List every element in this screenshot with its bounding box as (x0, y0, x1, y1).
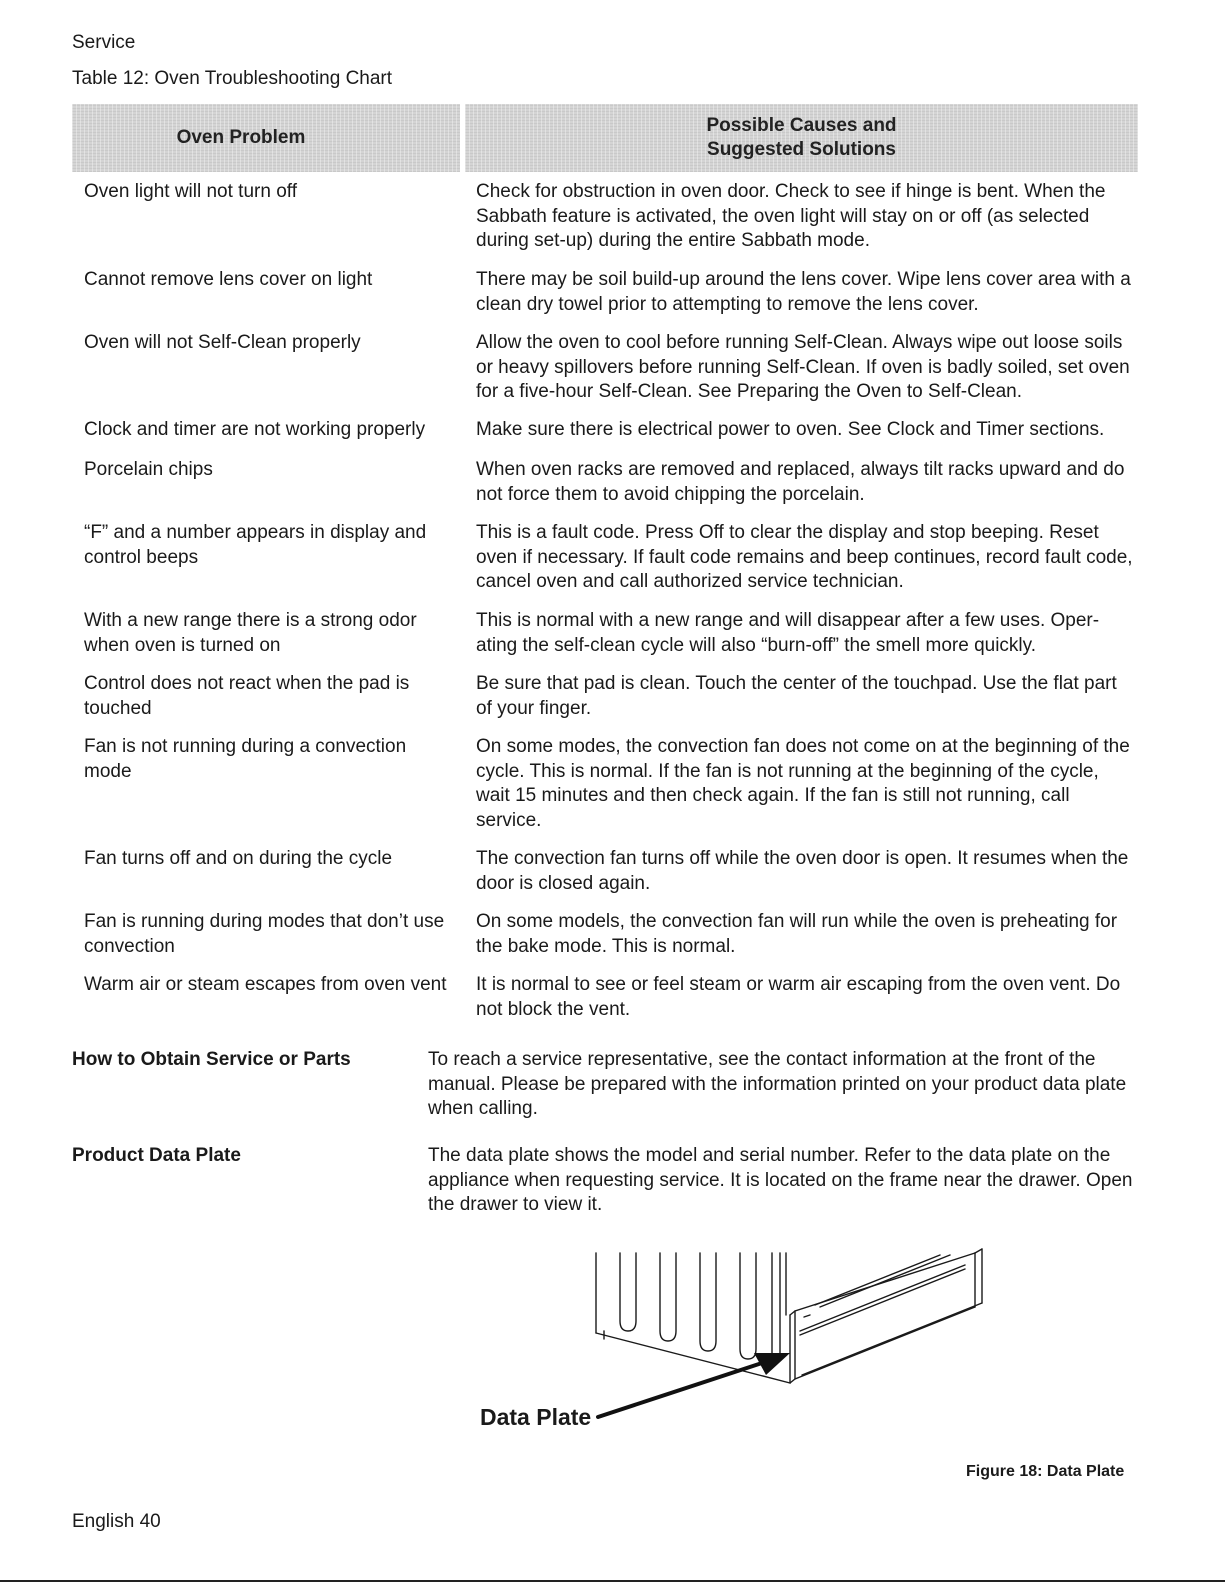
header-oven-problem-label: Oven Problem (176, 127, 306, 148)
problem-cell: Clock and timer are not working properly (84, 419, 426, 440)
service-parts-heading: How to Obtain Service or Parts (72, 1049, 351, 1070)
problem-cell: Oven will not Self-Clean properly (84, 332, 361, 353)
header-causes-solutions-label (706, 114, 896, 162)
section-heading: Service (72, 32, 136, 53)
header-oven-problem (72, 104, 460, 172)
problem-cell: Oven light will not turn off (84, 181, 297, 202)
problem-cell: With a new range there is a strong odor when oven is turned on (84, 610, 417, 656)
service-parts-text: To reach a service representative, see the contact information at the front of the manual. Please be prepared with the information printed on your product data plate when calling. (428, 1049, 1127, 1119)
solution-cell: This is a fault code. Press Off to clear the display and stop beeping. Reset oven if necessary. If fault code remains and beep continues, record fault code, cancel oven and call authorized service technician. (476, 522, 1133, 592)
solution-cell: Make sure there is electrical power to oven. See Clock and Timer sections. (476, 419, 1105, 440)
problem-cell: Porcelain chips (84, 459, 213, 480)
solution-cell: Allow the oven to cool before running Self-Clean. Always wipe out loose soils or heavy spillovers before running Self-Clean. If oven is badly soiled, set oven for a five-hour Self-Clean. See Preparing the Oven to Self-Clean. (476, 332, 1130, 402)
data-plate-callout: Data Plate (480, 1404, 592, 1430)
problem-cell: Fan is running during modes that don’t use convection (84, 911, 445, 957)
header-solution-line1: Possible Causes and (706, 115, 897, 136)
solution-cell: This is normal with a new range and will disappear after a few uses. Oper-ating the self-clean cycle will also “burn-off” the smell more quickly. (476, 610, 1100, 656)
bottom-rule (0, 1580, 1225, 1582)
problem-cell: Cannot remove lens cover on light (84, 269, 373, 290)
problem-cell: Warm air or steam escapes from oven vent (84, 974, 447, 995)
page-number: English 40 (72, 1511, 161, 1532)
problem-cell: Fan is not running during a convection mode (84, 736, 407, 782)
problem-cell: Fan turns off and on during the cycle (84, 848, 393, 869)
data-plate-text: The data plate shows the model and serial number. Refer to the data plate on the appliance when requesting service. It is located on the frame near the drawer. Open the drawer to view it. (428, 1145, 1133, 1215)
solution-cell: Check for obstruction in oven door. Check to see if hinge is bent. When the Sabbath feature is activated, the oven light will stay on or off (as selected during set-up) during the entire Sabbath mode. (476, 181, 1106, 251)
header-causes-solutions (465, 104, 1138, 172)
solution-cell: It is normal to see or feel steam or warm air escaping from the oven vent. Do not block the vent. (476, 974, 1121, 1020)
solution-cell: The convection fan turns off while the oven door is open. It resumes when the door is closed again. (476, 848, 1129, 894)
solution-cell: Be sure that pad is clean. Touch the center of the touchpad. Use the flat part of your finger. (476, 673, 1117, 719)
header-solution-line2: Suggested Solutions (707, 139, 896, 160)
problem-cell: Control does not react when the pad is touched (84, 673, 410, 719)
figure-caption: Figure 18: Data Plate (966, 1463, 1125, 1480)
data-plate-heading: Product Data Plate (72, 1145, 241, 1166)
table-caption: Table 12: Oven Troubleshooting Chart (72, 68, 393, 89)
solution-cell: On some modes, the convection fan does not come on at the beginning of the cycle. This is normal. If the fan is not running at the beginning of the cycle, wait 15 minutes and then check again. If the fan is still not running, call service. (476, 736, 1130, 831)
solution-cell: When oven racks are removed and replaced, always tilt racks upward and do not force them to avoid chipping the porcelain. (476, 459, 1125, 505)
problem-cell: “F” and a number appears in display and control beeps (84, 522, 427, 568)
solution-cell: On some models, the convection fan will run while the oven is preheating for the bake mode. This is normal. (476, 911, 1118, 957)
solution-cell: There may be soil build-up around the lens cover. Wipe lens cover area with a clean dry towel prior to attempting to remove the lens cover. (476, 269, 1131, 315)
